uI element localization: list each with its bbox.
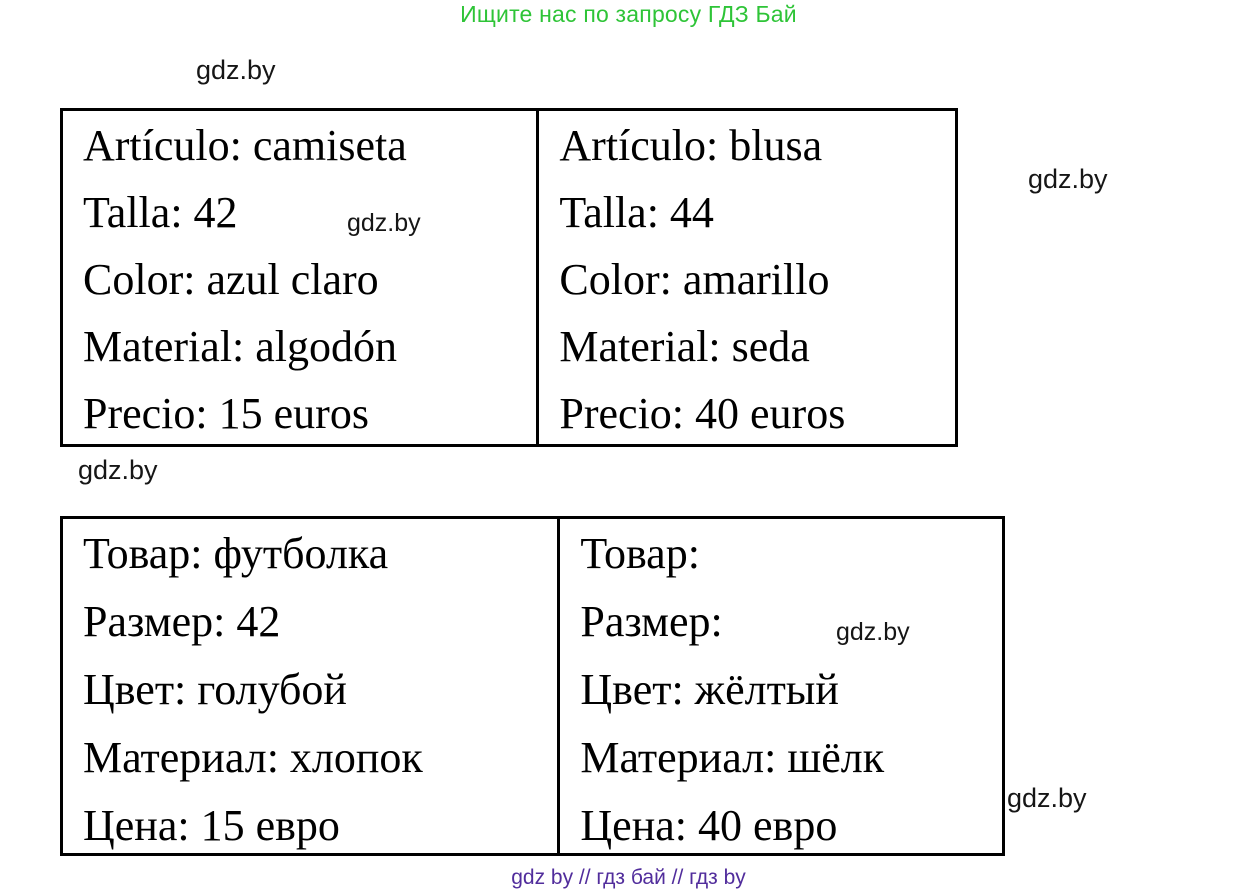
product-attribute-line: Artículo: blusa [559,121,823,170]
product-attribute-line: Talla: 42 [83,188,238,237]
footer-links: gdz by // гдз бай // гдз by [511,866,746,889]
product-attribute-line: Color: azul claro [83,255,379,304]
product-attribute-line: Товар: футболка [83,529,389,578]
promo-banner: Ищите нас по запросу ГДЗ Бай [460,1,797,27]
product-attribute-line: Цена: 40 евро [580,801,838,850]
product-attribute-line: Talla: 44 [559,188,714,237]
product-attribute-line: Color: amarillo [559,255,830,304]
russian-products-table [60,516,1005,856]
product-attribute-line: Цена: 15 евро [83,801,340,850]
spanish-products-table [60,108,958,447]
watermark-bottom-right: gdz.by [1007,783,1087,813]
product-attribute-line: Размер: [580,597,723,646]
product-card-futbolka [63,519,557,853]
product-card-blusa [536,111,955,444]
product-card-blank [557,519,1002,853]
product-attribute-line: Precio: 15 euros [83,389,369,438]
product-attribute-line: Material: algodón [83,322,398,371]
watermark-russian-cell: gdz.by [836,618,910,646]
product-attribute-line: Material: seda [559,322,810,371]
product-attribute-line: Размер: 42 [83,597,281,646]
product-attribute-line: Precio: 40 euros [559,389,846,438]
product-attribute-line: Материал: хлопок [83,733,423,782]
product-attribute-line: Материал: шёлк [580,733,885,782]
watermark-right: gdz.by [1028,164,1108,194]
watermark-below-spanish-table: gdz.by [78,455,158,485]
watermark-top-left: gdz.by [196,55,276,85]
watermark-spanish-cell: gdz.by [347,209,421,237]
product-attribute-line: Цвет: голубой [83,665,347,714]
product-attribute-line: Цвет: жёлтый [580,665,839,714]
product-card-camiseta [63,111,536,444]
product-attribute-line: Artículo: camiseta [83,121,407,170]
product-attribute-line: Товар: [580,529,700,578]
